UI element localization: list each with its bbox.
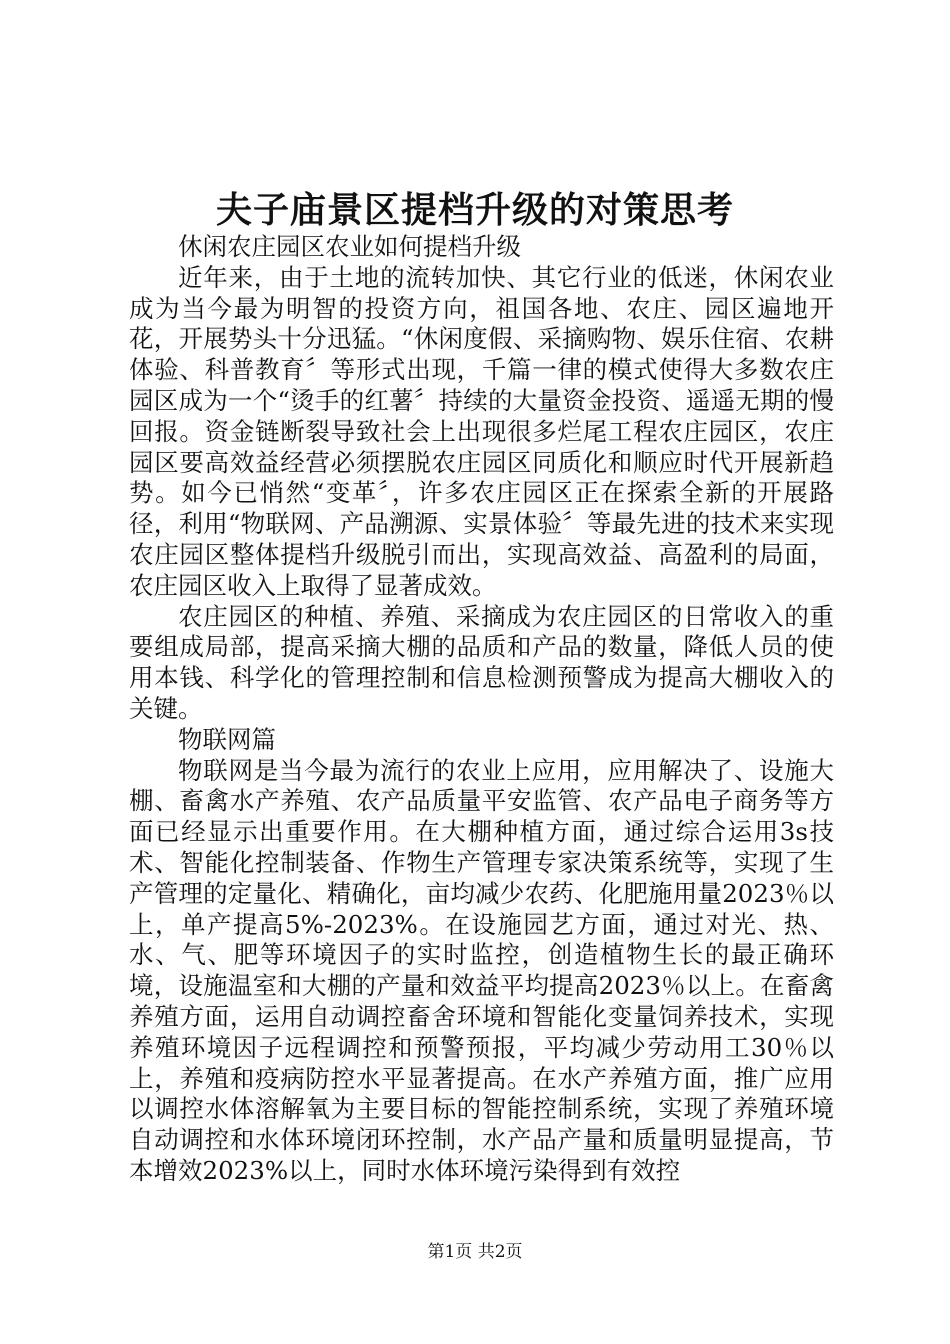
paragraph-iot: 物联网是当今最为流行的农业上应用，应用解决了、设施大棚、畜禽水产养殖、农产品质量平安监管、农产品电子商务等方面已经显示出重要作用。在大棚种植方面，通过综合运用3s技术、智能化控制装备、作物生产管理专家决策系统等，实现了生产管理的定量化、精确化，亩均减少农药、化肥施用量2023％以上，单产提高5%-2023%。在设施园艺方面，通过对光、热、水、气、肥等环境因子的实时监控，创造植物生长的最正确环境，设施温室和大棚的产量和效益平均提高2023％以上。在畜禽养殖方面，运用自动调控畜舍环境和智能化变量饲养技术，实现养殖环境因子远程调控和预警预报，平均减少劳动用工30％以上，养殖和疫病防控水平显著提高。在水产养殖方面，推广应用以调控水体溶解氧为主要目标的智能控制系统，实现了养殖环境自动调控和水体环境闭环控制，水产品产量和质量明显提高，节本增效2023%以上，同时水体环境污染得到有效控 [129,755,834,1185]
subtitle-heading: 休闲农庄园区农业如何提档升级 [178,232,521,261]
document-body [129,232,834,1187]
page-footer: 第1页 共2页 [427,1242,523,1262]
paragraph-planting: 农庄园区的种植、养殖、采摘成为农庄园区的日常收入的重要组成局部，提高采摘大棚的品质和产品的数量，降低人员的使用本钱、科学化的管理控制和信息检测预警成为提高大棚收入的关键。 [129,601,834,723]
paragraph-intro: 近年来，由于土地的流转加快、其它行业的低迷，休闲农业成为当今最为明智的投资方向，祖国各地、农庄、园区遍地开花，开展势头十分迅猛。“休闲度假、采摘购物、娱乐住宿、农耕体验、科普教育〞等形式出现，千篇一律的模式使得大多数农庄园区成为一个“烫手的红薯〞持续的大量资金投资、遥遥无期的慢回报。资金链断裂导致社会上出现很多烂尾工程农庄园区，农庄园区要高效益经营必须摆脱农庄园区同质化和顺应时代开展新趋势。如今已悄然“变革〞，许多农庄园区正在探索全新的开展路径，利用“物联网、产品溯源、实景体验〞等最先进的技术来实现农庄园区整体提档升级脱引而出，实现高效益、高盈利的局面，农庄园区收入上取得了显著成效。 [129,262,834,600]
section-heading-iot: 物联网篇 [178,724,276,754]
document-title: 夫子庙景区提档升级的对策思考 [215,189,734,231]
